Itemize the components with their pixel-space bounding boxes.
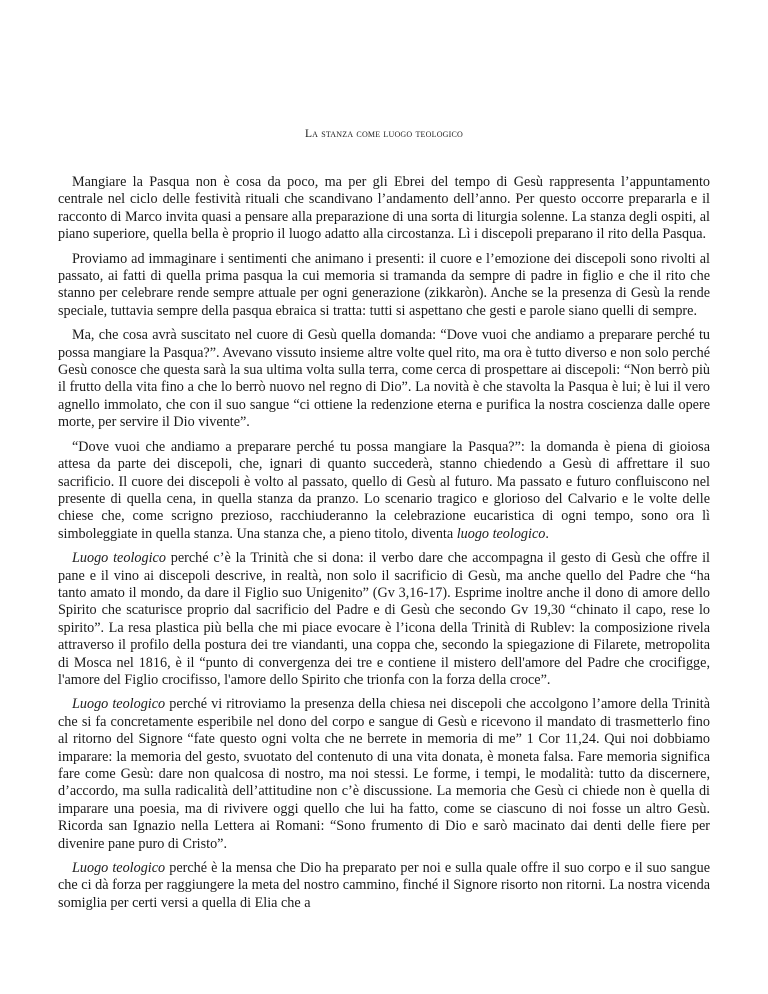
- paragraph-lead-italic: Luogo teologico: [72, 696, 166, 713]
- paragraph: [58, 327, 710, 431]
- paragraph-text: Mangiare la Pasqua non è cosa da poco, ma per gli Ebrei del tempo di Gesù rappresenta l’appuntamento centrale nel ciclo delle festività rituali che scandivano l’andamento dell’anno. Per questo occorre prepararla e il racconto di Marco invita quasi a pensare alla preparazione di una sorta di liturgia solenne. La stanza degli ospiti, al piano superiore, quella bella è proprio il luogo adatto alla circostanza. Lì i discepoli preparano il rito della Pasqua.: [58, 174, 710, 243]
- paragraph-text: perché c’è la Trinità che si dona: il verbo dare che accompagna il gesto di Gesù che offre il pane e il vino ai discepoli descrive, in realtà, non solo il sacrificio di Gesù, ma anche quello del Padre che “ha tanto amato il mondo, da dare il Figlio suo Unigenito” (Gv 3,16-17). Esprime inoltre anche il dono di amore dello Spirito che scaturisce proprio dal sacrificio del Padre e di Gesù che secondo Gv 19,30 “chinato il capo, rese lo spirito”. La resa plastica più bella che mi piace evocare è l’icona della Trinità di Rublev: la composizione rivela attraverso il profilo della postura dei tre viandanti, una coppa che, secondo la spiegazione di Filarete, metropolita di Mosca nel 1816, è il “punto di convergenza dei tre e contiene il mistero dell'amore del Padre che crocifigge, l'amore del Figlio crocifisso, l'amore dello Spirito che trionfa con la forza della croce”.: [58, 550, 710, 688]
- paragraph: [58, 174, 710, 244]
- paragraph-text: “Dove vuoi che andiamo a preparare perché tu possa mangiare la Pasqua?”: la domanda è piena di gioiosa attesa da parte dei discepoli, che, ignari di quanto succederà, stanno chiedendo a Gesù di affrettare il suo sacrificio. Il cuore dei discepoli è volto al passato, quello di Gesù al futuro. Ma passato e futuro confluiscono nel presente di quella cena, in quella stanza da pranzo. Lo scenario tragico e glorioso del Calvario e le volte delle chiese che, come scrigno prezioso, racchiuderanno la celebrazione eucaristica di ogni tempo, sono ora lì simboleggiate in quella stanza. Una stanza che, a pieno titolo, diventa: [58, 438, 710, 542]
- paragraph: [58, 696, 710, 853]
- paragraph-tail-italic: luogo teologico: [456, 525, 546, 542]
- paragraph: [58, 439, 710, 543]
- paragraph: [58, 550, 710, 689]
- paragraph-tail-text: .: [545, 525, 549, 542]
- paragraph-text: Proviamo ad immaginare i sentimenti che animano i presenti: il cuore e l’emozione dei discepoli sono rivolti al passato, ai fatti di quella prima pasqua la cui memoria si tramanda da sempre di padre in figlio e che il rito che stanno per celebrare rende sempre attuale per ogni generazione (zikkaròn). Anche se la presenza di Gesù la rende speciale, tuttavia sempre della pasqua ebraica si tratta: tutti si aspettano che gesti e parole siano quelli di sempre.: [58, 250, 710, 319]
- paragraph-text: Ma, che cosa avrà suscitato nel cuore di Gesù quella domanda: “Dove vuoi che andiamo a preparare perché tu possa mangiare la Pasqua?”. Avevano vissuto insieme altre volte quel rito, ma ora è tutto diverso e non solo perché Gesù conosce che questa sarà la sua ultima volta sulla terra, come cerca di prospettare ai discepoli: “Non berrò più il frutto della vita fino a che lo berrò nuovo nel regno di Dio”. La novità è che stavolta la Pasqua è lui; è lui il vero agnello immolato, che con il suo sangue “ci ottiene la redenzione eterna e purifica la nostra coscienza dalle opere morte, per servire il Dio vivente”.: [58, 327, 710, 431]
- paragraph-lead-italic: Luogo teologico: [72, 860, 166, 877]
- paragraph-lead-italic: Luogo teologico: [72, 550, 166, 567]
- document-title: La stanza come luogo teologico: [304, 128, 464, 140]
- paragraph: [58, 251, 710, 321]
- paragraph: [58, 860, 710, 912]
- document-body: [58, 174, 710, 919]
- paragraph-text: perché è la mensa che Dio ha preparato per noi e sulla quale offre il suo corpo e il suo sangue che ci dà forza per raggiungere la meta del nostro cammino, finché il Signore risorto non ritorni. La nostra vicenda somiglia per certi versi a quella di Elia che a: [58, 860, 711, 911]
- paragraph-text: perché vi ritroviamo la presenza della chiesa nei discepoli che accolgono l’amore della Trinità che si fa concretamente esperibile nel dono del corpo e sangue di Gesù e ricevono il mandato di trasmetterlo fino al ritorno del Signore “fate questo ogni volta che ne berrete in memoria di me” 1 Cor 11,24. Qui noi dobbiamo imparare: la memoria del gesto, svuotato del contenuto di una vita donata, è moneta falsa. Fare memoria significa fare come Gesù: dare non qualcosa di nostro, ma noi stessi. Le forme, i tempi, le modalità: tutto da discernere, d’accordo, ma sulla radicalità dell’attitudine non c’è discussione. La memoria che Gesù ci chiede non è quella di imparare una poesia, ma di rivivere oggi quello che lui ha fatto, come se ciascuno di noi fosse un altro Gesù. Ricorda san Ignazio nella Lettera ai Romani: “Sono frumento di Dio e sarò macinato dai denti delle fiere per divenire pane puro di Cristo”.: [58, 696, 710, 852]
